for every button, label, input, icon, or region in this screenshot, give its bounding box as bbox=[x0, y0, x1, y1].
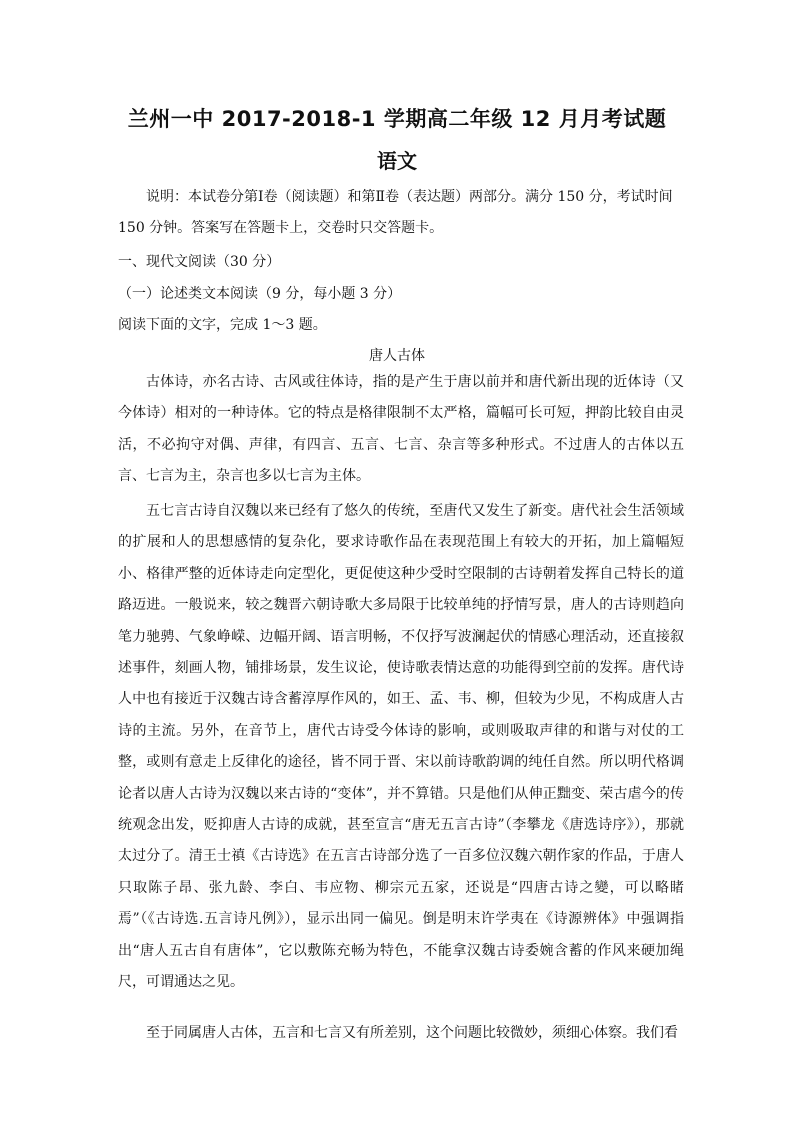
subject-title: 语文 bbox=[377, 149, 417, 173]
article-paragraph-1: 古体诗，亦名古诗、古风或往体诗，指的是产生于唐以前并和唐代新出现的近体诗（又今体诗）相对的一种诗体。它的特点是格律限制不太严格，篇幅可长可短，押韵比较自由灵活，不必拘守对偶、声律，有四言、五言、七言、杂言等多种形式。不过唐人的古体以五言、七言为主，杂言也多以七言为主体。 bbox=[118, 374, 684, 485]
section-subheading: （一）论述类文本阅读（9 分，每小题 3 分） bbox=[118, 286, 402, 302]
instructions-line-2: 150 分钟。答案写在答题卡上，交卷时只交答题卡。 bbox=[118, 220, 444, 236]
exam-title: 兰州一中 2017-2018-1 学期高二年级 12 月月考试题 bbox=[127, 107, 667, 131]
article-title: 唐人古体 bbox=[369, 348, 425, 364]
reading-prompt: 阅读下面的文字，完成 1～3 题。 bbox=[118, 317, 327, 333]
instructions-line-1: 说明：本试卷分第Ⅰ卷（阅读题）和第Ⅱ卷（表达题）两部分。满分 150 分，考试时间 bbox=[146, 189, 673, 205]
section-heading: 一、现代文阅读（30 分） bbox=[118, 254, 281, 270]
article-paragraph-2: 五七言古诗自汉魏以来已经有了悠久的传统，至唐代又发生了新变。唐代社会生活领域的扩展和人的思想感情的复杂化，要求诗歌作品在表现范围上有较大的开拓，加上篇幅短小、格律严整的近体诗走向定型化，更促使这种少受时空限制的古诗朝着发挥自己特长的道路迈进。一般说来，较之魏晋六朝诗歌大多局限于比较单纯的抒情写景，唐人的古诗则趋向笔力驰骋、气象峥嵘、边幅开阔、语言明畅，不仅抒写波澜起伏的情感心理活动，还直接叙述事件，刻画人物，铺排场景，发生议论，使诗歌表情达意的功能得到空前的发挥。唐代诗人中也有接近于汉魏古诗含蓄淳厚作风的，如王、孟、韦、柳，但较为少见，不构成唐人古诗的主流。另外，在音节上，唐代古诗受今体诗的影响，或则吸取声律的和谐与对仗的工整，或则有意走上反律化的途径，皆不同于晋、宋以前诗歌韵调的纯任自然。所以明代格调论者以唐人古诗为汉魏以来古诗的“变体”，并不算错。只是他们从伸正黜变、荣古虐今的传统观念出发，贬抑唐人古诗的成就，甚至宣言“唐无五言古诗”（李攀龙《唐选诗序》），那就太过分了。清王士禛《古诗选》在五言古诗部分选了一百多位汉魏六朝作家的作品，于唐人只取陈子昂、张九龄、李白、韦应物、柳宗元五家，还说是“四唐古诗之變，可以略睹焉”（《古诗选.五言诗凡例》），显示出同一偏见。倒是明末许学夷在《诗源辨体》中强调指出“唐人五古自有唐体”，它以敷陈充畅为特色，不能拿汉魏古诗委婉含蓄的作风来硬加绳尺，可谓通达之见。 bbox=[118, 503, 684, 991]
article-paragraph-3: 至于同属唐人古体，五言和七言又有所差别，这个问题比较微妙，须细心体察。我们看 bbox=[146, 1025, 678, 1041]
